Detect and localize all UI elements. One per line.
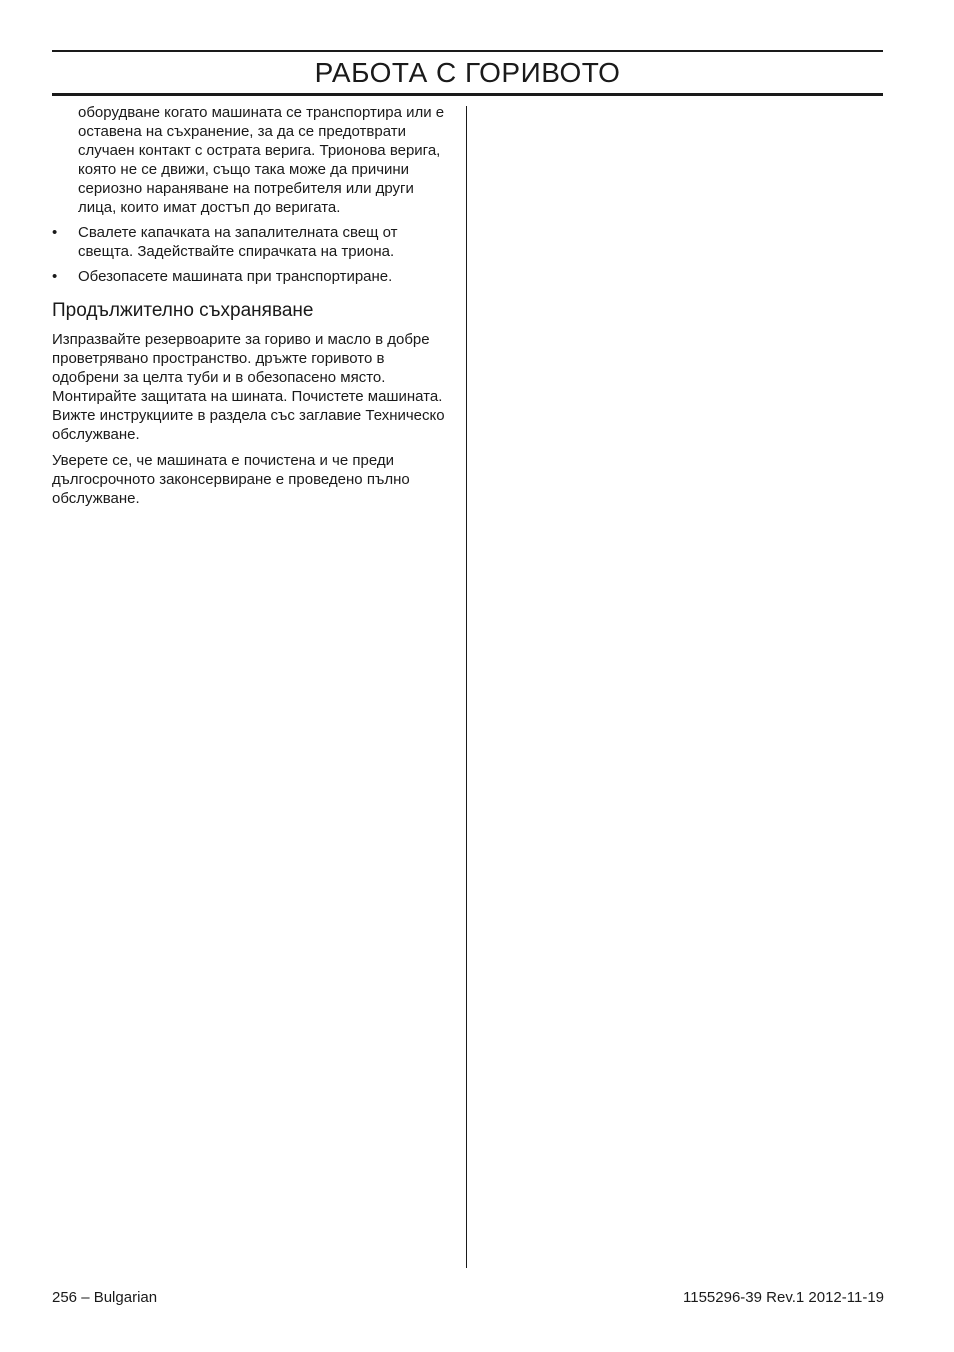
bullet-icon: • (52, 268, 58, 285)
column-divider (466, 106, 467, 1268)
footer-page-label: 256 – Bulgarian (52, 1289, 158, 1306)
storage-paragraph-1: Изпразвайте резервоарите за гориво и масло в добре проветрявано пространство. дръжте горивото в одобрени за целта туби и в обезопасено място. Монтирайте защитата на шината. Почистете машината. Вижте инструкциите в раздела със заглавие Техническо обслужване. (52, 331, 445, 443)
section-heading-long-term-storage: Продължително съхраняване (52, 300, 314, 321)
storage-paragraph-2: Уверете се, че машината е почистена и че преди дългосрочното законсервиране е проведено пълно обслужване. (52, 452, 410, 507)
header-top-rule (52, 50, 883, 52)
header-bottom-rule (52, 93, 883, 96)
footer-document-id: 1155296-39 Rev.1 2012-11-19 (683, 1289, 884, 1306)
bullet-list (52, 223, 452, 286)
page-title: РАБОТА С ГОРИВОТО (314, 57, 621, 88)
bullet-icon: • (52, 224, 58, 241)
bullet-text: Свалете капачката на запалителната свещ от свещта. Задействайте спирачката на триона. (78, 224, 398, 260)
bullet-item-secure-transport (52, 267, 452, 286)
left-column (52, 103, 452, 515)
intro-continuation-paragraph: оборудване когато машината се транспортира или е оставена на съхранение, за да се предотврати случаен контакт с острата верига. Трионова верига, която не се движи, също така може да причини сериозно нараняване на потребителя или други лица, които имат достъп до веригата. (78, 104, 445, 216)
bullet-text: Обезопасете машината при транспортиране. (78, 268, 393, 285)
bullet-item-spark-plug (52, 223, 452, 261)
